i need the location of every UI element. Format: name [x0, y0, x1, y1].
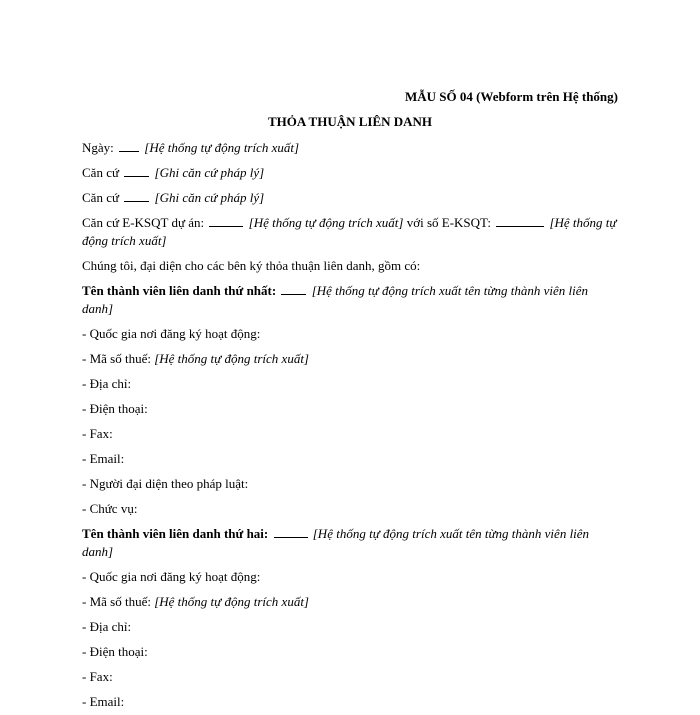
member-2-address: - Địa chỉ:	[82, 619, 132, 634]
member-1-phone: - Điện thoại:	[82, 401, 148, 416]
basis-1-blank	[124, 166, 149, 177]
member-1-address: - Địa chỉ:	[82, 376, 132, 391]
parties-intro: Chúng tôi, đại diện cho các bên ký thỏa thuận liên danh, gồm có:	[82, 258, 421, 273]
member-2-heading-hint: [Hệ thống tự động trích xuất tên từng thành viên liên danh]	[82, 526, 590, 559]
member-1-name-blank	[281, 284, 306, 295]
date-hint: [Hệ thống tự động trích xuất]	[144, 140, 300, 155]
member-1-country: - Quốc gia nơi đăng ký hoạt động:	[82, 326, 261, 341]
member-2-phone: - Điện thoại:	[82, 644, 148, 659]
member-1-email: - Email:	[82, 451, 125, 466]
member-1-tax-hint: [Hệ thống tự động trích xuất]	[154, 351, 309, 366]
basis-1-label: Căn cứ	[82, 165, 120, 180]
member-1-heading	[82, 279, 618, 322]
member-2-tax	[82, 590, 618, 615]
member-1-position: - Chức vụ:	[82, 501, 138, 516]
member-1-tax	[82, 347, 618, 372]
member-1-heading-hint: [Hệ thống tự động trích xuất tên từng thành viên liên danh]	[82, 283, 589, 316]
member-1-legal-rep: - Người đại diện theo pháp luật:	[82, 476, 249, 491]
eksqt-number-hint: [Hệ thống tự động trích xuất]	[82, 215, 617, 248]
basis-line-1	[82, 161, 618, 186]
basis-2-hint: [Ghi căn cứ pháp lý]	[154, 190, 265, 205]
eksqt-hint: [Hệ thống tự động trích xuất]	[248, 215, 404, 230]
form-code: MẪU SỐ 04 (Webform trên Hệ thống)	[404, 89, 618, 104]
member-1-heading-label: Tên thành viên liên danh thứ nhất:	[82, 283, 277, 298]
member-2-country: - Quốc gia nơi đăng ký hoạt động:	[82, 569, 261, 584]
document-body	[82, 136, 618, 715]
member-2-tax-hint: [Hệ thống tự động trích xuất]	[154, 594, 309, 609]
member-1-tax-label: - Mã số thuế:	[82, 351, 151, 366]
date-label: Ngày:	[82, 140, 114, 155]
member-2-name-blank	[274, 527, 308, 538]
eksqt-number-label: với số E-KSQT:	[406, 215, 491, 230]
basis-line-2	[82, 186, 618, 211]
basis-2-label: Căn cứ	[82, 190, 120, 205]
document-title: THỎA THUẬN LIÊN DANH	[267, 114, 433, 129]
date-blank	[119, 141, 139, 152]
member-2-heading	[82, 522, 618, 565]
basis-2-blank	[124, 191, 149, 202]
member-2-tax-label: - Mã số thuế:	[82, 594, 151, 609]
eksqt-line	[82, 211, 618, 254]
eksqt-label: Căn cứ E-KSQT dự án:	[82, 215, 205, 230]
member-2-email: - Email:	[82, 694, 125, 709]
eksqt-blank	[209, 216, 243, 227]
member-2-heading-label: Tên thành viên liên danh thứ hai:	[82, 526, 269, 541]
basis-1-hint: [Ghi căn cứ pháp lý]	[154, 165, 265, 180]
eksqt-number-blank	[496, 216, 544, 227]
member-2-fax: - Fax:	[82, 669, 113, 684]
date-line	[82, 136, 618, 161]
member-1-fax: - Fax:	[82, 426, 113, 441]
